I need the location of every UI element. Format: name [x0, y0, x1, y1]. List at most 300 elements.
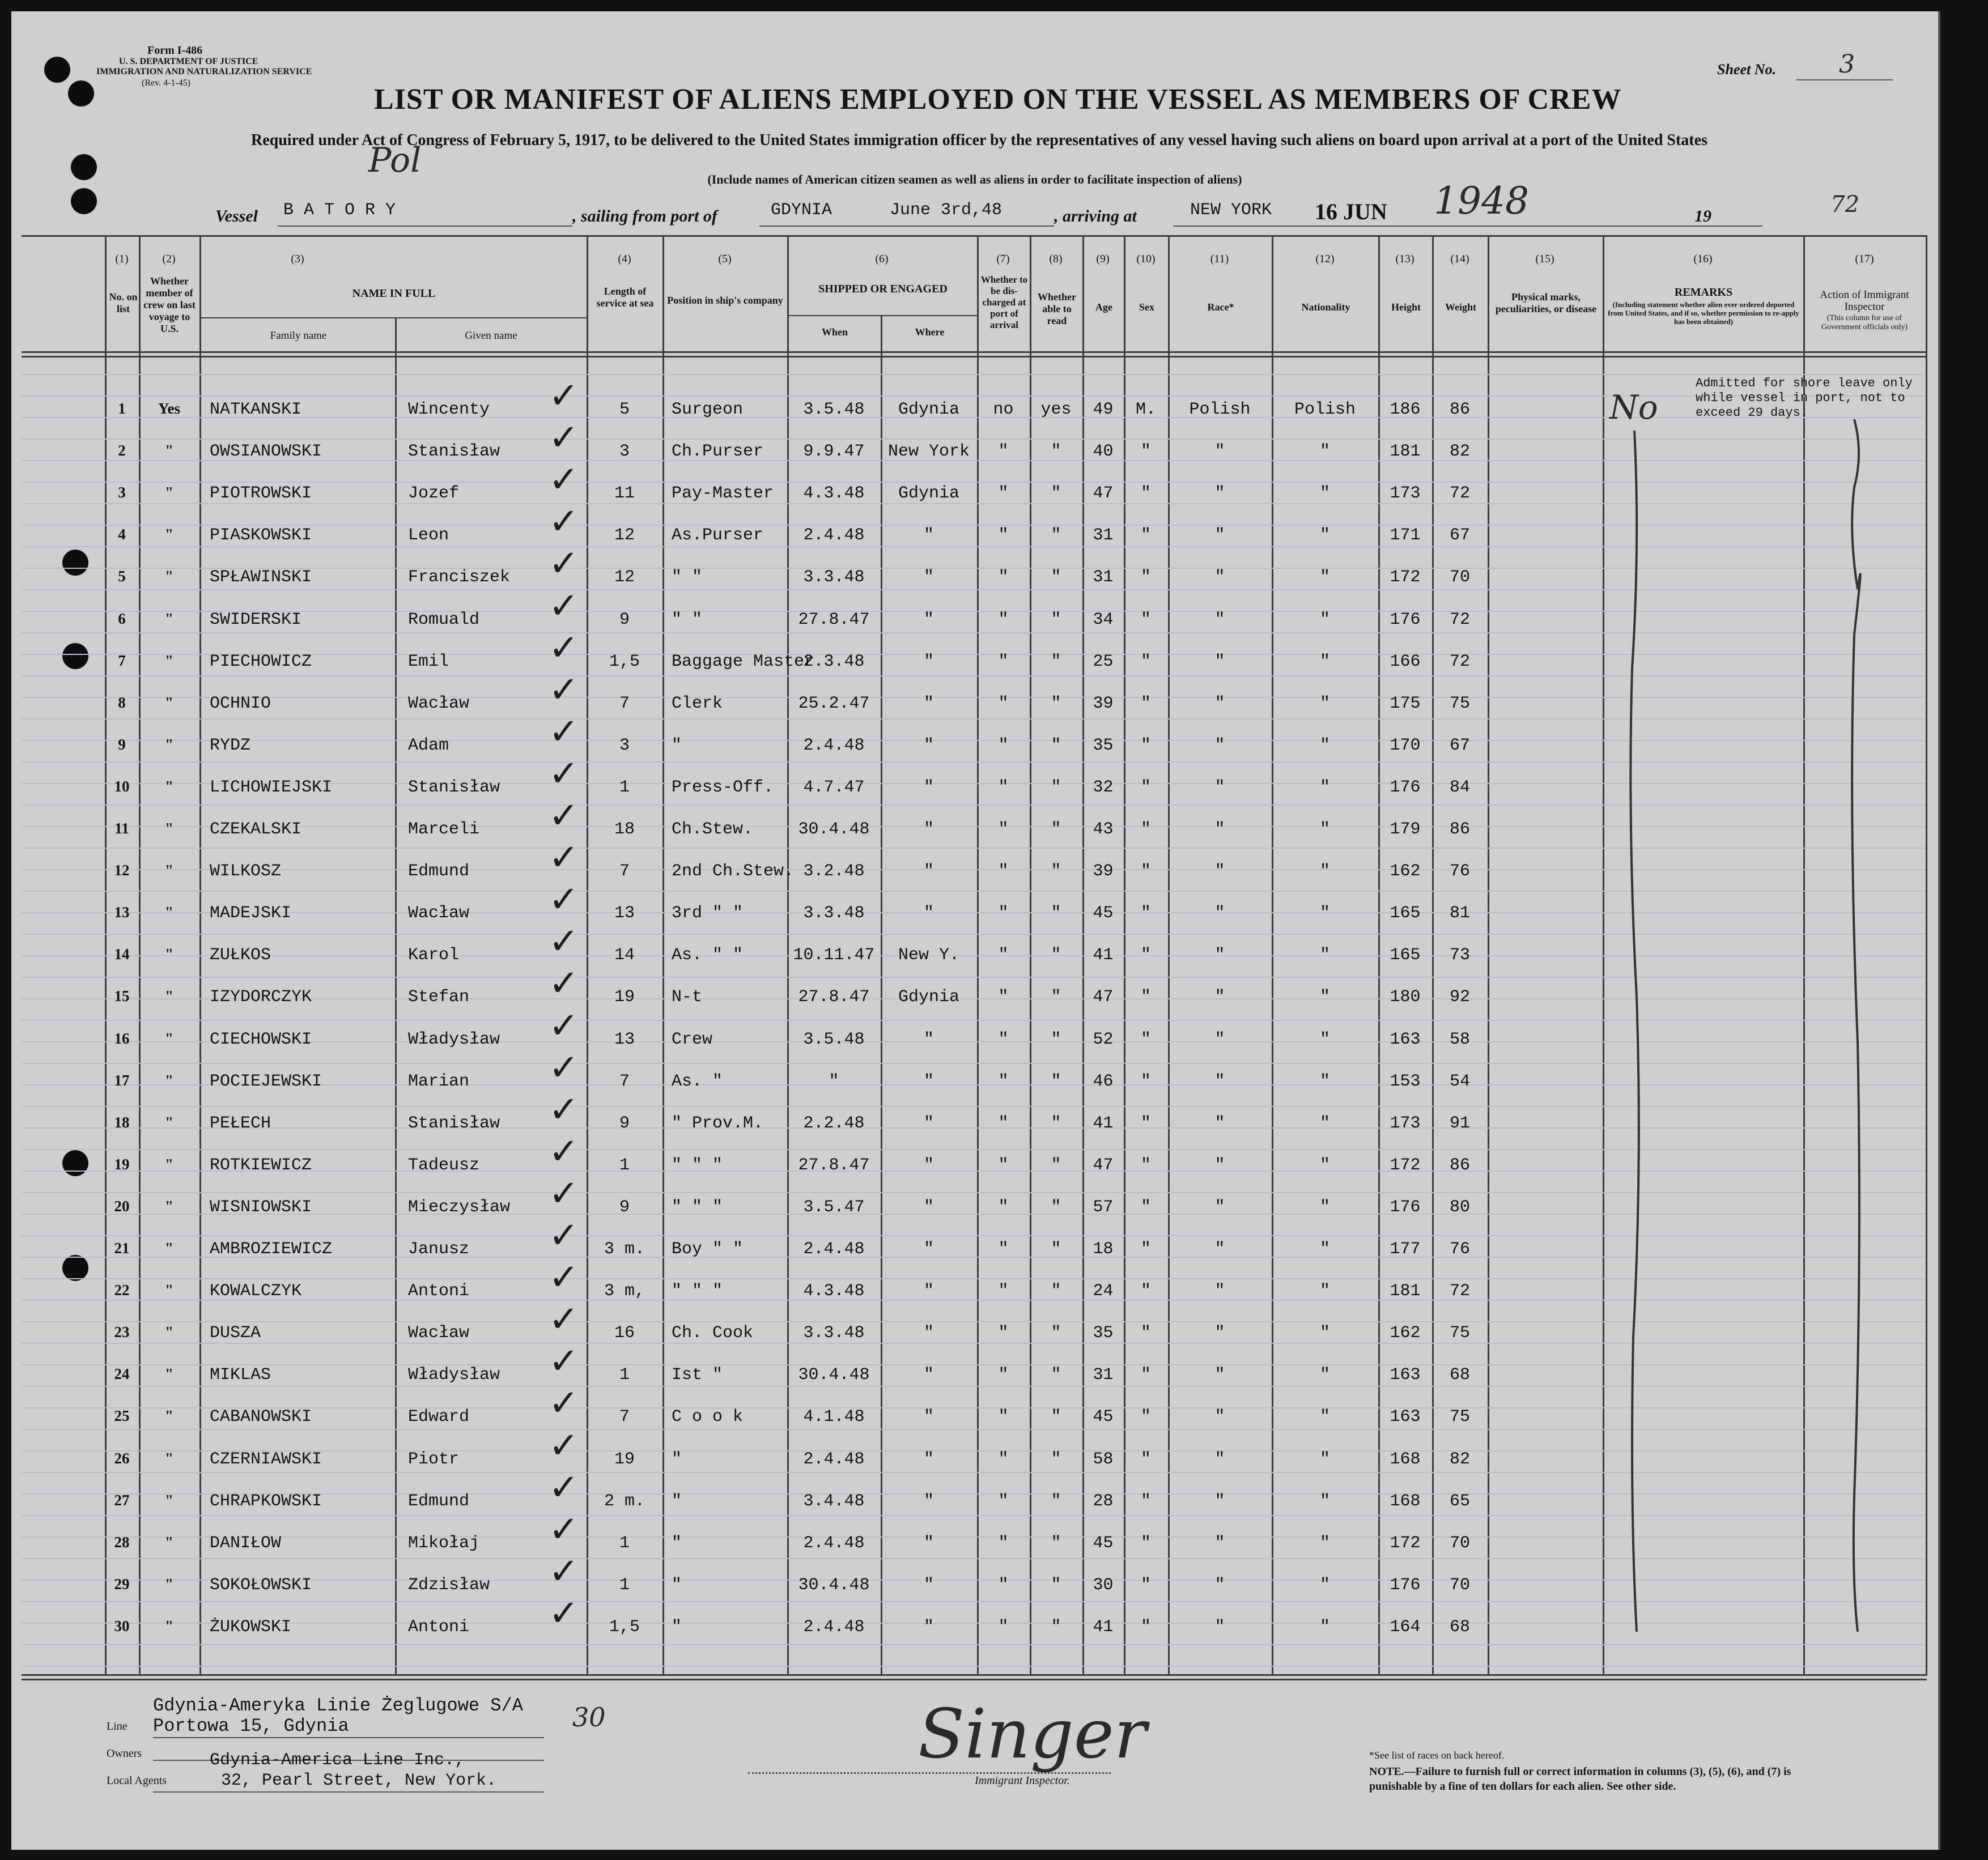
family-name: ŻUKOWSKI: [210, 1617, 292, 1637]
age: 31: [1093, 526, 1114, 546]
row-number: 9: [118, 735, 126, 753]
crew-member-flag: ": [165, 484, 173, 501]
engaged-when: 3.3.48: [803, 568, 865, 588]
row-number: 6: [118, 610, 126, 627]
given-name: Władysław: [408, 1029, 500, 1049]
service-length: 18: [614, 820, 635, 839]
able-to-read: ": [1051, 946, 1061, 965]
height: 168: [1390, 1491, 1421, 1511]
given-name: Adam: [408, 735, 449, 755]
position: Crew: [672, 1029, 713, 1049]
given-name: Wincenty: [408, 400, 490, 419]
position: ": [672, 1491, 682, 1511]
nationality: ": [1319, 777, 1330, 797]
crew-member-flag: ": [165, 1449, 173, 1467]
column-number: (5): [718, 253, 732, 265]
row-number: 26: [114, 1449, 130, 1467]
nationality: ": [1319, 442, 1330, 462]
crew-member-flag: ": [165, 988, 173, 1005]
able-to-read: ": [1051, 1449, 1061, 1469]
weight: 67: [1449, 735, 1470, 755]
crew-member-flag: ": [165, 1071, 173, 1089]
service-length: 9: [619, 1113, 630, 1133]
crew-member-flag: ": [165, 777, 173, 795]
discharged: ": [998, 1071, 1009, 1091]
race: ": [1214, 1323, 1225, 1343]
crew-member-flag: ": [165, 1029, 173, 1047]
engaged-where: ": [923, 1197, 934, 1217]
check-mark-icon: ✓: [549, 1088, 579, 1131]
position: ": [672, 1575, 682, 1595]
discharged: ": [998, 1029, 1009, 1049]
sex: ": [1140, 693, 1151, 713]
header-remarks-note: (Including statement whether alien ever ordered deported from United States, and if so, whether permission to re-apply has been obtained): [1608, 300, 1799, 326]
sex: ": [1140, 862, 1151, 882]
discharged: ": [998, 442, 1009, 462]
row-number: 11: [114, 820, 129, 837]
family-name: PIOTROWSKI: [210, 484, 312, 504]
family-name: CIECHOWSKI: [210, 1029, 312, 1049]
service-length: 7: [619, 1407, 630, 1427]
nationality: ": [1319, 1029, 1330, 1049]
family-name: SPŁAWINSKI: [210, 568, 312, 588]
height: 163: [1390, 1407, 1421, 1427]
height: 170: [1390, 735, 1421, 755]
row-number: 29: [114, 1575, 130, 1593]
weight: 76: [1449, 862, 1470, 882]
sex: ": [1140, 820, 1151, 839]
service-length: 9: [619, 610, 630, 629]
crew-member-flag: ": [165, 946, 173, 963]
nationality: Polish: [1294, 400, 1356, 419]
discharged: ": [998, 946, 1009, 965]
position: Ch.Purser: [672, 442, 764, 462]
punch-hole: [62, 643, 88, 669]
row-number: 28: [114, 1533, 130, 1551]
row-number: 4: [118, 526, 126, 543]
nationality: ": [1319, 568, 1330, 588]
nationality: ": [1319, 988, 1330, 1007]
check-mark-icon: ✓: [549, 1046, 579, 1089]
nationality: ": [1319, 1533, 1330, 1553]
family-name: OCHNIO: [210, 693, 271, 713]
sex: ": [1140, 1197, 1151, 1217]
crew-member-flag: ": [165, 1197, 173, 1215]
engaged-where: ": [923, 1323, 934, 1343]
nationality: ": [1319, 820, 1330, 839]
weight: 58: [1449, 1029, 1470, 1049]
sex: ": [1140, 1282, 1151, 1301]
given-name: Marceli: [408, 820, 480, 839]
sex: M.: [1135, 400, 1156, 419]
weight: 80: [1449, 1197, 1470, 1217]
check-mark-icon: ✓: [549, 375, 579, 417]
race: ": [1214, 526, 1225, 546]
position: C o o k: [672, 1407, 744, 1427]
height: 175: [1390, 693, 1421, 713]
column-number: (11): [1210, 253, 1229, 265]
given-name: Wacław: [408, 693, 470, 713]
service-length: 5: [619, 400, 630, 419]
given-name: Stanisław: [408, 777, 500, 797]
row-number: 19: [114, 1155, 130, 1173]
weight: 86: [1449, 400, 1470, 419]
sailing-date: June 3rd,48: [890, 201, 1003, 220]
height: 176: [1390, 1575, 1421, 1595]
discharged: ": [998, 1407, 1009, 1427]
engaged-where: ": [923, 820, 934, 839]
grid-vline: [1926, 235, 1927, 1675]
family-name: CZEKALSKI: [210, 820, 302, 839]
discharged: no: [993, 400, 1014, 419]
race: ": [1214, 735, 1225, 755]
sex: ": [1140, 988, 1151, 1007]
given-name: Antoni: [408, 1282, 470, 1301]
height: 165: [1390, 946, 1421, 965]
discharged: ": [998, 1323, 1009, 1343]
header-sex: Sex: [1139, 301, 1154, 313]
position: Ist ": [672, 1365, 723, 1385]
race: ": [1214, 1197, 1225, 1217]
row-number: 21: [114, 1240, 130, 1257]
engaged-when: 2.4.48: [803, 1240, 865, 1259]
position: Baggage Master: [672, 652, 815, 671]
able-to-read: ": [1051, 777, 1061, 797]
sex: ": [1140, 652, 1151, 671]
age: 31: [1093, 568, 1114, 588]
row-number: 24: [114, 1365, 130, 1383]
arriving-label: , arriving at: [1054, 207, 1137, 225]
engaged-where: ": [923, 777, 934, 797]
sex: ": [1140, 484, 1151, 504]
engaged-when: 2.2.48: [803, 1113, 865, 1133]
engaged-when: 10.11.47: [793, 946, 875, 965]
family-name: SOKOŁOWSKI: [210, 1575, 312, 1595]
row-number: 15: [114, 988, 130, 1005]
weight: 86: [1449, 1155, 1470, 1175]
sex: ": [1140, 777, 1151, 797]
crew-member-flag: ": [165, 1323, 173, 1341]
discharged: ": [998, 1282, 1009, 1301]
punch-hole: [62, 1150, 88, 1176]
engaged-where: ": [923, 1533, 934, 1553]
service-length: 7: [619, 1071, 630, 1091]
page-subtitle: Required under Act of Congress of February 5, 1917, to be delivered to the United States immigration officer by the representatives of any vessel having such aliens on board upon arrival at a port of the United States: [251, 131, 1707, 149]
discharged: ": [998, 568, 1009, 588]
height: 171: [1390, 526, 1421, 546]
discharged: ": [998, 862, 1009, 882]
engaged-when: 3.5.48: [803, 1029, 865, 1049]
able-to-read: ": [1051, 1113, 1061, 1133]
height: 176: [1390, 777, 1421, 797]
arrival-port: NEW YORK: [1190, 201, 1272, 220]
able-to-read: ": [1051, 442, 1061, 462]
family-name: IZYDORCZYK: [210, 988, 312, 1007]
nationality: ": [1319, 946, 1330, 965]
remarks-ditto-line: [1620, 431, 1654, 1637]
column-number: (13): [1395, 253, 1414, 265]
header-action-note: (This column for use of Government officials only): [1821, 314, 1908, 331]
engaged-where: ": [923, 862, 934, 882]
discharged: ": [998, 484, 1009, 504]
service-length: 7: [619, 693, 630, 713]
discharged: ": [998, 693, 1009, 713]
remarks-no-handwritten: No: [1609, 388, 1658, 427]
sailing-label: , sailing from port of: [572, 207, 717, 225]
height: 173: [1390, 1113, 1421, 1133]
sex: ": [1140, 1240, 1151, 1259]
races-note: *See list of races on back hereof.: [1369, 1750, 1505, 1761]
service-length: 12: [614, 526, 635, 546]
discharged: ": [998, 1491, 1009, 1511]
admitted-shore-leave-stamp: Admitted for shore leave only while vessel in port, not to exceed 29 days.: [1696, 376, 1913, 420]
height: 168: [1390, 1449, 1421, 1469]
given-name: Wacław: [408, 1323, 470, 1343]
nationality: ": [1319, 1155, 1330, 1175]
crew-member-flag: ": [165, 904, 173, 921]
engaged-where: ": [923, 1155, 934, 1175]
age: 45: [1093, 1407, 1114, 1427]
header-action: Action of Immigrant Inspector: [1820, 289, 1909, 313]
nationality: ": [1319, 526, 1330, 546]
able-to-read: yes: [1040, 400, 1072, 419]
engaged-where: ": [923, 1617, 934, 1637]
engaged-when: 2.3.48: [803, 652, 865, 671]
crew-member-flag: ": [165, 1113, 173, 1131]
able-to-read: ": [1051, 988, 1061, 1007]
weight: 73: [1449, 946, 1470, 965]
age: 58: [1093, 1449, 1114, 1469]
height: 153: [1390, 1071, 1421, 1091]
column-number: (6): [875, 253, 889, 265]
header-read: Whether able to read: [1038, 291, 1076, 326]
arrival-year-handwritten: 1948: [1434, 179, 1529, 223]
column-number: (4): [618, 253, 631, 265]
height: 179: [1390, 820, 1421, 839]
position: ": [672, 1617, 682, 1637]
age: 43: [1093, 820, 1114, 839]
given-name: Mikołaj: [408, 1533, 480, 1553]
family-name: AMBROZIEWICZ: [210, 1240, 333, 1259]
age: 34: [1093, 610, 1114, 629]
race: ": [1214, 1491, 1225, 1511]
position: 2nd Ch.Stew.: [672, 862, 795, 882]
check-mark-icon: ✓: [549, 1215, 579, 1257]
engaged-where: ": [923, 1029, 934, 1049]
age: 46: [1093, 1071, 1114, 1091]
column-number: (15): [1535, 253, 1554, 265]
check-mark-icon: ✓: [549, 585, 579, 627]
sex: ": [1140, 1449, 1151, 1469]
row-number: 22: [114, 1282, 130, 1299]
engaged-when: 4.3.48: [803, 1282, 865, 1301]
given-name: Władysław: [408, 1365, 500, 1385]
header-length: Length of service at sea: [596, 286, 654, 309]
check-mark-icon: ✓: [549, 879, 579, 921]
column-number: (7): [996, 253, 1010, 265]
sex: ": [1140, 1113, 1151, 1133]
race: ": [1214, 946, 1225, 965]
weight: 70: [1449, 568, 1470, 588]
nationality: ": [1319, 1407, 1330, 1427]
weight: 72: [1449, 652, 1470, 671]
check-mark-icon: ✓: [549, 1592, 579, 1635]
service-length: 7: [619, 862, 630, 882]
crew-member-flag: ": [165, 610, 173, 627]
vessel-label: Vessel: [215, 207, 258, 225]
form-department: U. S. DEPARTMENT OF JUSTICE: [119, 57, 258, 66]
discharged: ": [998, 1365, 1009, 1385]
weight: 82: [1449, 1449, 1470, 1469]
crew-member-flag: ": [165, 1575, 173, 1593]
column-number: (14): [1450, 253, 1469, 265]
given-name: Edmund: [408, 862, 470, 882]
nationality: ": [1319, 1197, 1330, 1217]
engaged-when: 27.8.47: [798, 988, 870, 1007]
check-mark-icon: ✓: [549, 1340, 579, 1383]
age: 39: [1093, 862, 1114, 882]
row-number: 20: [114, 1197, 130, 1215]
family-name: PEŁECH: [210, 1113, 271, 1133]
service-length: 1: [619, 1155, 630, 1175]
crew-member-flag: ": [165, 526, 173, 543]
engaged-when: 4.7.47: [803, 777, 865, 797]
family-name: CHRAPKOWSKI: [210, 1491, 322, 1511]
sex: ": [1140, 1071, 1151, 1091]
given-name: Franciszek: [408, 568, 511, 588]
total-count-handwritten: 30: [572, 1702, 606, 1733]
family-name: POCIEJEWSKI: [210, 1071, 322, 1091]
crew-member-flag: ": [165, 820, 173, 837]
nationality: ": [1319, 1240, 1330, 1259]
punch-hole: [44, 57, 70, 83]
column-number: (12): [1315, 253, 1335, 265]
race: ": [1214, 1113, 1225, 1133]
weight: 84: [1449, 777, 1470, 797]
vessel-pol-note: Pol: [368, 141, 422, 180]
service-length: 2 m.: [604, 1491, 645, 1511]
header-position: Position in ship's company: [667, 295, 783, 306]
age: 41: [1093, 1617, 1114, 1637]
line-name: Gdynia-Ameryka Linie Żeglugowe S/A: [153, 1695, 523, 1716]
weight: 75: [1449, 1407, 1470, 1427]
check-mark-icon: ✓: [549, 921, 579, 963]
weight: 81: [1449, 904, 1470, 923]
given-name: Edward: [408, 1407, 470, 1427]
height: 162: [1390, 1323, 1421, 1343]
check-mark-icon: ✓: [549, 837, 579, 879]
agents-name: Gdynia-America Line Inc.,: [210, 1751, 465, 1770]
header-shipped: SHIPPED OR ENGAGED: [818, 283, 948, 295]
position: Pay-Master: [672, 484, 774, 504]
age: 30: [1093, 1575, 1114, 1595]
sailing-port: GDYNIA: [771, 201, 832, 220]
position: As. " ": [672, 946, 744, 965]
check-mark-icon: ✓: [549, 1424, 579, 1467]
engaged-when: 3.2.48: [803, 862, 865, 882]
given-name: Piotr: [408, 1449, 460, 1469]
weight: 92: [1449, 988, 1470, 1007]
given-name: Emil: [408, 652, 449, 671]
row-number: 27: [114, 1491, 130, 1509]
weight: 72: [1449, 484, 1470, 504]
check-mark-icon: ✓: [549, 752, 579, 795]
engaged-where: ": [923, 1449, 934, 1469]
able-to-read: ": [1051, 1323, 1061, 1343]
engaged-when: 3.5.47: [803, 1197, 865, 1217]
engaged-where: ": [923, 652, 934, 671]
service-length: 1,5: [609, 1617, 640, 1637]
service-length: 19: [614, 1449, 635, 1469]
family-name: PIECHOWICZ: [210, 652, 312, 671]
age: 41: [1093, 1113, 1114, 1133]
able-to-read: ": [1051, 1240, 1061, 1259]
header-when: When: [821, 326, 848, 338]
nationality: ": [1319, 862, 1330, 882]
engaged-when: 2.4.48: [803, 735, 865, 755]
footer-agents-label: Local Agents: [107, 1774, 167, 1787]
row-number: 1: [118, 400, 126, 417]
service-length: 3 m.: [604, 1240, 645, 1259]
engaged-when: 3.3.48: [803, 1323, 865, 1343]
year-label: 19: [1694, 207, 1711, 225]
engaged-where: New Y.: [898, 946, 960, 965]
page-title: LIST OR MANIFEST OF ALIENS EMPLOYED ON THE VESSEL AS MEMBERS OF CREW: [374, 83, 1622, 116]
height: 172: [1390, 1533, 1421, 1553]
row-number: 7: [118, 652, 126, 669]
inspector-signature: Singer: [918, 1695, 1147, 1774]
given-name: Leon: [408, 526, 449, 546]
crew-member-flag: ": [165, 693, 173, 711]
service-length: 1: [619, 1365, 630, 1385]
discharged: ": [998, 904, 1009, 923]
height: 180: [1390, 988, 1421, 1007]
engaged-where: ": [923, 526, 934, 546]
row-number: 30: [114, 1617, 130, 1635]
age: 39: [1093, 693, 1114, 713]
given-name: Mieczysław: [408, 1197, 511, 1217]
weight: 72: [1449, 610, 1470, 629]
family-name: WISNIOWSKI: [210, 1197, 312, 1217]
weight: 70: [1449, 1533, 1470, 1553]
nationality: ": [1319, 1323, 1330, 1343]
check-mark-icon: ✓: [549, 1466, 579, 1509]
age: 47: [1093, 1155, 1114, 1175]
weight: 72: [1449, 1282, 1470, 1301]
penalty-note: NOTE.—Failure to furnish full or correct information in columns (3), (5), (6), and (7) is punishable by a fine of ten dollars for each alien. See other side.: [1369, 1765, 1791, 1793]
header-no-on-list: No. on list: [109, 291, 138, 314]
crew-member-flag: ": [165, 652, 173, 669]
header-physical: Physical marks, peculiarities, or disease: [1495, 291, 1597, 314]
family-name: CABANOWSKI: [210, 1407, 312, 1427]
weight: 75: [1449, 693, 1470, 713]
row-number: 18: [114, 1113, 130, 1131]
check-mark-icon: ✓: [549, 417, 579, 459]
header-member: Whether member of crew on last voyage to U.S.: [143, 275, 196, 334]
check-mark-icon: ✓: [549, 710, 579, 753]
height: 173: [1390, 484, 1421, 504]
column-number: (17): [1855, 253, 1874, 265]
check-mark-icon: ✓: [549, 459, 579, 501]
family-name: RYDZ: [210, 735, 251, 755]
nationality: ": [1319, 1113, 1330, 1133]
race: ": [1214, 484, 1225, 504]
page-subnote: (Include names of American citizen seamen as well as aliens in order to facilitate inspection of aliens): [707, 172, 1242, 186]
age: 47: [1093, 484, 1114, 504]
discharged: ": [998, 652, 1009, 671]
engaged-when: 9.9.47: [803, 442, 865, 462]
age: 25: [1093, 652, 1114, 671]
